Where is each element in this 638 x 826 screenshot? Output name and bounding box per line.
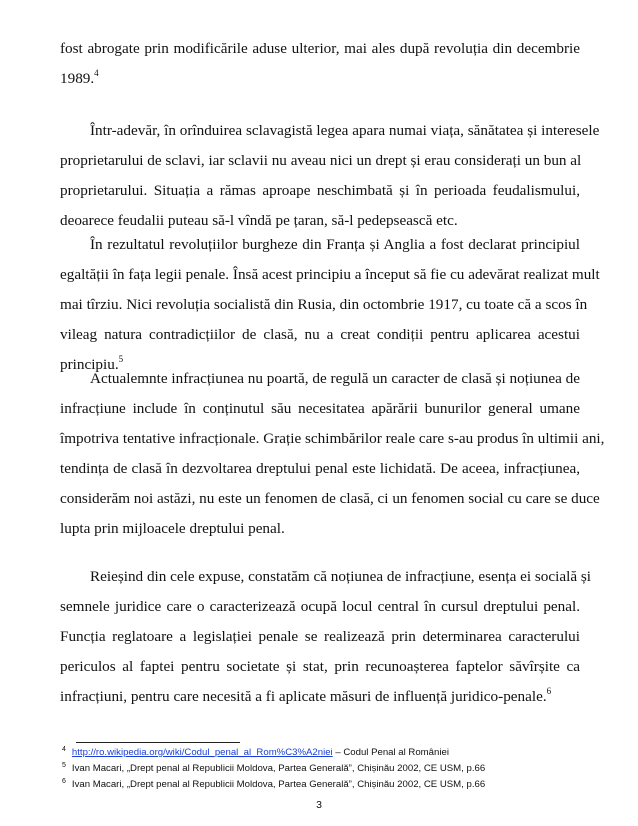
footnote-number: 5 [62,762,66,769]
text-line: fost abrogate prin modificările aduse ulterior, mai ales după revoluția din decembrie [60,40,580,57]
text-line: împotriva tentative infracționale. Grație schimbărilor reale care s-au produs în ultimii ani, [60,430,605,447]
text-line: deoarece feudalii puteau să-l vîndă pe țaran, să-l pedepsească etc. [60,212,458,229]
text-line: periculos al faptei pentru societate și stat, prin recunoașterea faptelor săvîrșite ca [60,658,580,675]
text-line: mai tîrziu. Nici revoluția socialistă din Rusia, din octombrie 1917, cu toate că a scos în [60,296,588,313]
text-line: proprietarului de sclavi, iar sclavii nu aveau nici un drept și erau considerați un bun al [60,152,582,169]
footnote-number: 6 [62,778,66,785]
text-line: infracțiuni, pentru care necesită a fi aplicate măsuri de influență juridico-penale.$^6$ [60,686,552,705]
text-line: considerăm noi astăzi, nu este un fenomen de clasă, ci un fenomen social cu care se duce [60,490,600,507]
footnote-text: – Codul Penal al României [332,747,449,758]
paragraph-continuation [60,34,580,94]
footnote-link[interactable]: http://ro.wikipedia.org/wiki/Codul_penal_al_Rom%C3%A2niei [71,747,333,758]
text-line: Reieșind din cele expuse, constatăm că noțiunea de infracțiune, esența ei socială și [90,568,591,585]
footnote-number: 4 [62,746,66,753]
text-line: În rezultatul revoluțiilor burgheze din Franța și Anglia a fost declarat principiul [90,236,580,253]
text-line: lupta prin mijloacele dreptului penal. [60,520,285,537]
text-line: vileag natura contradicțiilor de clasă, nu a creat condiții pentru aplicarea acestui [60,326,580,343]
footnote-text: Ivan Macari, „Drept penal al Republicii Moldova, Partea Generală”, Chișinău 2002, CE USM, p.66 [71,779,486,790]
text-line: semnele juridice care o caracterizează ocupă locul central în cursul dreptului penal. [60,598,580,615]
text-line: Funcția reglatoare a legislației penale se realizează prin determinarea caracterului [60,628,580,645]
text-line: proprietarului. Situația a rămas aproape neschimbată și în perioada feudalismului, [60,182,580,199]
text-line: 1989.$^4$ [60,68,99,87]
footnote-4 [62,746,582,759]
paragraph-revolutions [60,230,600,380]
page-number: 3 [316,799,322,811]
text-line: egaltății în fața legii penale. Însă acest principiu a început să fie cu adevărat realizat mult [60,266,600,283]
text-line: tendința de clasă în dezvoltarea dreptului penal este lichidată. De aceea, infracțiunea, [60,460,580,477]
footnote-text: Ivan Macari, „Drept penal al Republicii Moldova, Partea Generală”, Chișinău 2002, CE USM, p.66 [71,763,486,774]
footnote-separator [76,742,240,743]
footnote-5 [62,762,582,775]
footnote-ref[interactable]: 6 [546,686,552,696]
text-line: infracțiune include în conținutul său necesitatea apărării bunurilor general umane [60,400,580,417]
paragraph-current [60,364,605,544]
footnote-ref[interactable]: 5 [118,354,124,364]
paragraph-slavery [60,116,600,236]
text-line: Într-adevăr, în orînduirea sclavagistă legea apara numai viața, sănătatea și interesele [90,122,600,139]
text-line: Actualemnte infracțiunea nu poartă, de regulă un caracter de clasă și noțiunea de [90,370,580,387]
footnote-6 [62,778,582,791]
footnote-ref[interactable]: 4 [94,68,99,78]
text-line: principiu.$^5$ [60,354,124,373]
paragraph-conclusion [60,562,591,712]
